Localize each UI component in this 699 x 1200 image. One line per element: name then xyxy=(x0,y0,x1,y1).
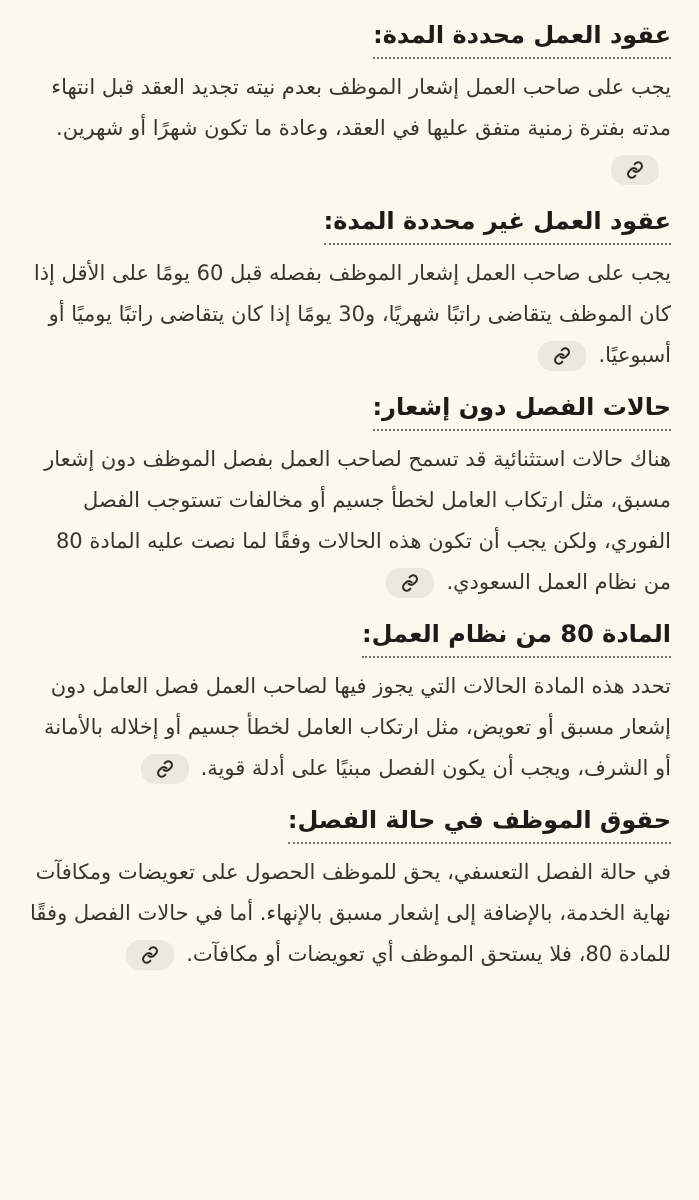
section-text: في حالة الفصل التعسفي، يحق للموظف الحصول على تعويضات ومكافآت نهاية الخدمة، بالإضافة إلى إشعار مسبق بالإنهاء. أما في حالات الفصل وفقًا للمادة 80، فلا يستحق الموظف أي تعويضات أو مكافآت. xyxy=(30,860,671,966)
section-text: تحدد هذه المادة الحالات التي يجوز فيها لصاحب العمل فصل العامل دون إشعار مسبق أو تعويض، مثل ارتكاب العامل لخطأ جسيم أو إخلاله بالأمانة أو الشرف، ويجب أن يكون الفصل مبنيًا على أدلة قوية. xyxy=(43,674,671,780)
link-icon xyxy=(553,347,571,365)
section-employee-rights xyxy=(30,801,671,975)
section-paragraph xyxy=(30,852,671,975)
section-paragraph xyxy=(30,253,671,376)
section-title: حالات الفصل دون إشعار: xyxy=(373,388,671,431)
source-link-button[interactable] xyxy=(611,155,659,185)
source-link-button[interactable] xyxy=(141,754,189,784)
link-icon xyxy=(156,760,174,778)
section-title: المادة 80 من نظام العمل: xyxy=(362,615,671,658)
section-text: يجب على صاحب العمل إشعار الموظف بعدم نيته تجديد العقد قبل انتهاء مدته بفترة زمنية متفق عليها في العقد، وعادة ما تكون شهرًا أو شهرين. xyxy=(51,75,671,140)
section-fixed-term-contracts xyxy=(30,16,671,190)
link-icon xyxy=(141,946,159,964)
section-title: عقود العمل غير محددة المدة: xyxy=(324,202,671,245)
section-title: عقود العمل محددة المدة: xyxy=(373,16,671,59)
section-article-80 xyxy=(30,615,671,789)
section-paragraph xyxy=(30,666,671,789)
section-text: يجب على صاحب العمل إشعار الموظف بفصله قبل 60 يومًا على الأقل إذا كان الموظف يتقاضى راتبًا شهريًا، و30 يومًا إذا كان يتقاضى راتبًا يوميًا أو أسبوعيًا. xyxy=(33,261,671,367)
section-paragraph xyxy=(30,439,671,603)
source-link-button[interactable] xyxy=(386,568,434,598)
section-title: حقوق الموظف في حالة الفصل: xyxy=(288,801,671,844)
section-dismissal-without-notice xyxy=(30,388,671,603)
section-paragraph xyxy=(30,67,671,190)
source-link-button[interactable] xyxy=(538,341,586,371)
section-indefinite-contracts xyxy=(30,202,671,376)
source-link-button[interactable] xyxy=(126,940,174,970)
section-text: هناك حالات استثنائية قد تسمح لصاحب العمل بفصل الموظف دون إشعار مسبق، مثل ارتكاب العامل لخطأ جسيم أو مخالفات تستوجب الفصل الفوري، ولكن يجب أن تكون هذه الحالات وفقًا لما نصت عليه المادة 80 من نظام العمل السعودي. xyxy=(44,447,671,594)
link-icon xyxy=(626,161,644,179)
link-icon xyxy=(401,574,419,592)
